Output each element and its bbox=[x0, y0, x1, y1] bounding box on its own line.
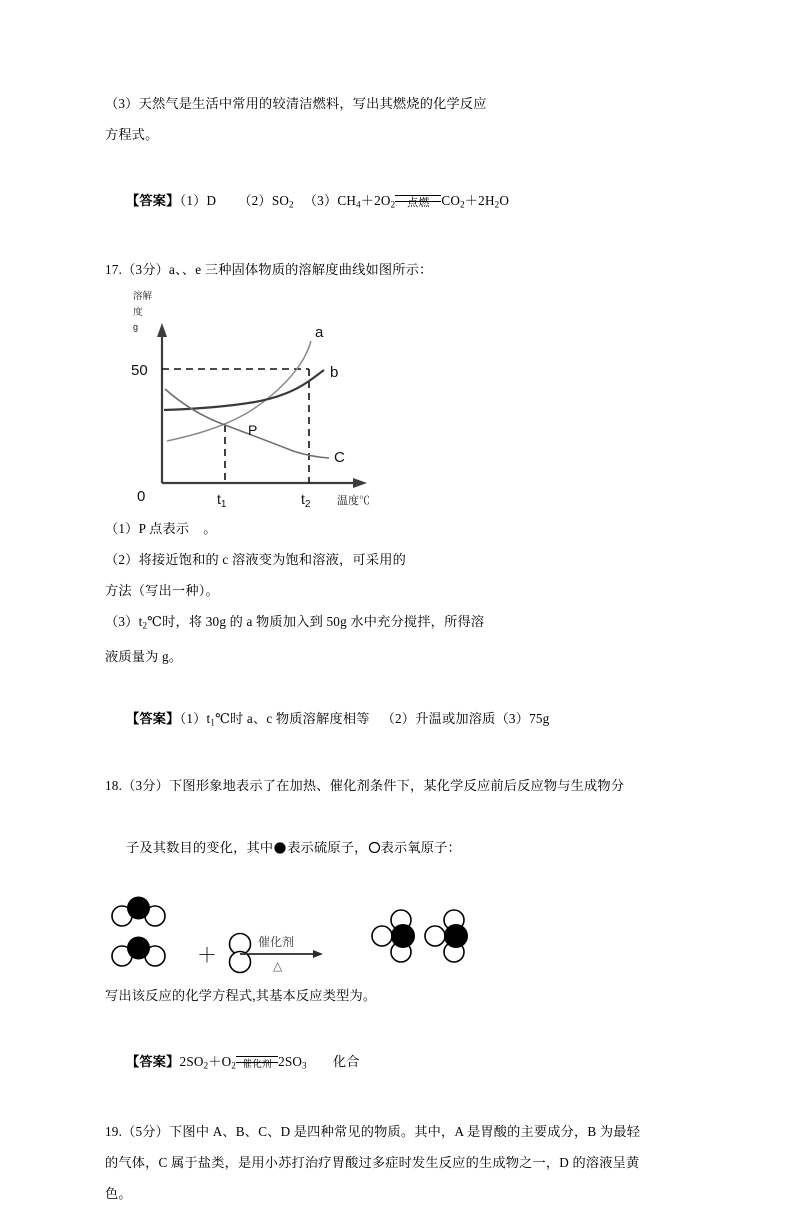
molecule-reaction-figure bbox=[110, 894, 490, 980]
reaction-condition-heat: △ bbox=[273, 958, 283, 973]
question-16-part3-line2: 方程式。 bbox=[105, 127, 159, 142]
answer-16-ch4-text: （3）CH bbox=[303, 193, 357, 208]
oxygen-atom-icon bbox=[368, 841, 381, 854]
q18-stem-text-3: 表示氧原子： bbox=[380, 839, 461, 855]
x-tick-t2: $t_2$ bbox=[301, 490, 311, 510]
answer-16-part2 bbox=[238, 193, 294, 208]
answer-16-h2-sub: 2 bbox=[494, 199, 500, 210]
question-16-part3-line1: （3）天然气是生活中常用的较清洁燃料，写出其燃烧的化学反应 bbox=[105, 96, 487, 111]
question-16-answer bbox=[105, 150, 690, 256]
reaction-arrow-combustion bbox=[395, 184, 441, 218]
molecule-so3-1 bbox=[372, 910, 415, 962]
curve-label-c: C bbox=[334, 448, 345, 466]
question-17-sub2-line1: （2）将接近饱和的 c 溶液变为饱和溶液，可采用的 bbox=[105, 551, 406, 567]
answer-label-17: 【答案】 bbox=[125, 711, 180, 726]
question-19-line3: 色。 bbox=[105, 1186, 132, 1201]
x-axis-label: 温度℃ bbox=[337, 494, 370, 507]
answer-16-products bbox=[441, 193, 509, 208]
answer-18-plus-o2: ＋O bbox=[208, 1053, 232, 1069]
answer-18-condition: 催化剂 bbox=[242, 1059, 272, 1070]
axis-origin-0: 0 bbox=[137, 487, 146, 505]
question-17-answer bbox=[105, 672, 690, 770]
question-17-sub2-line2: 方法（写出一种）。 bbox=[105, 582, 219, 598]
point-label-p: P bbox=[248, 421, 258, 438]
answer-18-so3-sub: 3 bbox=[302, 1060, 307, 1070]
answer-18-reaction-type: 化合 bbox=[332, 1053, 360, 1069]
curve-label-b: b bbox=[330, 363, 339, 381]
reaction-arrow-head bbox=[313, 950, 323, 958]
answer-16-ch4-sub: 4 bbox=[356, 199, 361, 210]
answer-16-so2-text: （2）SO bbox=[238, 193, 290, 208]
answer-16-o-text: O bbox=[499, 193, 510, 208]
y-axis-label-line1: 溶解 bbox=[133, 290, 153, 302]
sulfur-atom-icon bbox=[273, 841, 287, 854]
answer-18-o2-sub: 2 bbox=[231, 1060, 237, 1070]
answer-17-part1-prefix: （1）t bbox=[179, 711, 211, 726]
reaction-condition-ignite: 点燃 bbox=[407, 197, 430, 209]
q18-stem-text-2: 表示硫原子， bbox=[287, 839, 368, 855]
y-tick-50: 50 bbox=[131, 361, 148, 379]
answer-17-part2: （2）升温或加溶质 bbox=[381, 711, 496, 726]
q17-sub3-rest: ℃时，将 30g 的 a 物质加入到 50g 水中充分搅拌，所得溶 bbox=[147, 613, 485, 629]
answer-label-16: 【答案】 bbox=[125, 193, 180, 208]
q17-sub3-t-subscript: 2 bbox=[142, 620, 148, 630]
answer-17-part3: （3）75g bbox=[495, 711, 550, 726]
curve-label-a: a bbox=[315, 323, 324, 341]
y-axis-arrow bbox=[157, 323, 167, 337]
reaction-arrow-catalyst bbox=[236, 1045, 278, 1079]
answer-17-part1-sub: 1 bbox=[210, 717, 216, 728]
molecule-o2 bbox=[230, 933, 251, 972]
q17-sub3-t-prefix: （3）t bbox=[105, 613, 143, 629]
answer-16-co2-text: CO bbox=[441, 193, 461, 208]
answer-16-part1: （1）D bbox=[179, 193, 217, 208]
question-19-line1: 19.（5分）下图中 A、B、C、D 是四种常见的物质。其中，A 是胃酸的主要成分，B 为最轻 bbox=[105, 1124, 641, 1139]
answer-16-co2-sub: 2 bbox=[460, 199, 465, 210]
answer-16-plus-o2: ＋2O bbox=[360, 193, 391, 208]
question-18-stem-line2 bbox=[105, 801, 690, 894]
q18-stem-text-1: 子及其数目的变化，其中 bbox=[125, 839, 274, 855]
answer-16-plus-h2o: ＋2H bbox=[464, 193, 495, 208]
y-axis-label-line2: 度 bbox=[133, 306, 143, 318]
question-17-sub1: （1）P 点表示 。 bbox=[105, 520, 217, 536]
x-axis-arrow bbox=[353, 478, 367, 488]
answer-16-part3 bbox=[304, 193, 396, 208]
question-18-stem-line1: 18.（3分）下图形象地表示了在加热、催化剂条件下，某化学反应前后反应物与生成物分 bbox=[105, 777, 625, 793]
answer-18-so2: 2SO bbox=[179, 1053, 204, 1069]
answer-16-o2-sub: 2 bbox=[390, 199, 396, 210]
curve-b bbox=[164, 370, 324, 410]
question-18-answer bbox=[105, 1011, 690, 1117]
question-17-sub3-line2: 液质量为 g。 bbox=[105, 649, 183, 664]
molecule-so2-1 bbox=[112, 896, 165, 926]
solubility-curve-figure bbox=[115, 285, 415, 513]
curve-c bbox=[165, 389, 329, 458]
answer-18-so3: 2SO bbox=[278, 1053, 303, 1069]
question-17-stem: 17.（3分）a、、e 三种固体物质的溶解度曲线如图所示： bbox=[105, 261, 433, 277]
answer-16-so2-sub: 2 bbox=[289, 199, 294, 210]
question-18-ask: 写出该反应的化学方程式,其基本反应类型为。 bbox=[105, 987, 377, 1003]
question-19-line2: 的气体，C 属于盐类，是用小苏打治疗胃酸过多症时发生反应的生成物之一，D 的溶液呈黄 bbox=[105, 1155, 640, 1170]
answer-17-part1-rest: ℃时 a、c 物质溶解度相等 bbox=[215, 711, 370, 726]
y-axis-label-unit: g bbox=[133, 321, 139, 332]
reaction-condition-catalyst: 催化剂 bbox=[258, 934, 295, 949]
question-17-sub3-line1 bbox=[105, 606, 690, 642]
answer-18-so2-sub: 2 bbox=[203, 1060, 209, 1070]
molecule-so2-2 bbox=[112, 936, 165, 966]
document-content bbox=[105, 88, 690, 1209]
plus-sign: ＋ bbox=[197, 944, 217, 967]
answer-label-18: 【答案】 bbox=[125, 1053, 180, 1069]
molecule-so3-2 bbox=[425, 910, 468, 962]
x-tick-t1: $t_1$ bbox=[217, 490, 227, 510]
